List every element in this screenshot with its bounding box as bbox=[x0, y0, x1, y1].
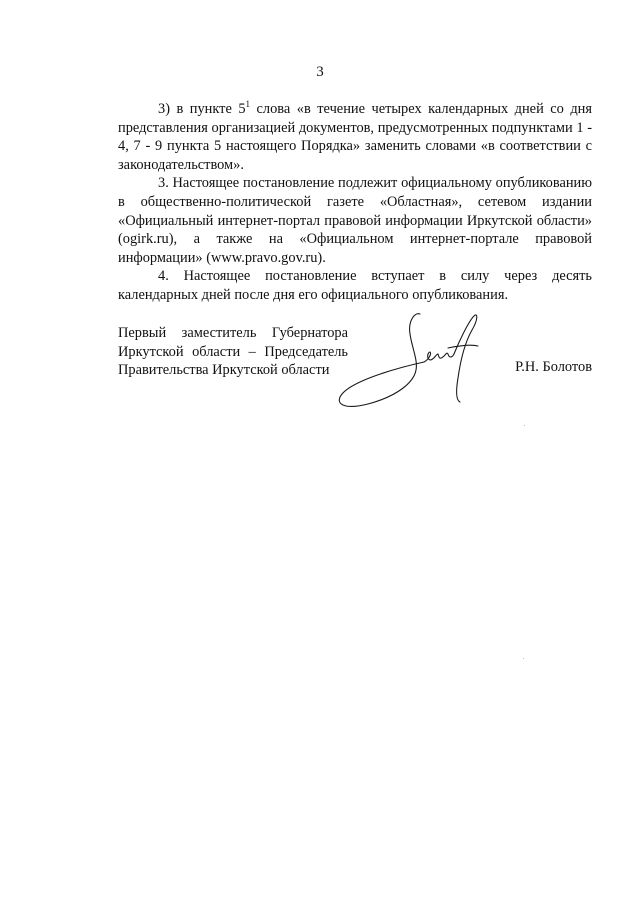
paragraph-item-3 bbox=[118, 100, 592, 174]
handwritten-signature-icon bbox=[328, 308, 488, 418]
signer-name: Р.Н. Болотов bbox=[515, 359, 592, 375]
document-body bbox=[118, 100, 592, 305]
signer-title-line-2: Иркутской области – Председатель bbox=[118, 343, 348, 360]
paragraph-item-3-text-start: 3) в пункте 5 bbox=[158, 101, 246, 117]
superscript-index: 1 bbox=[245, 99, 251, 109]
paragraph-clause-4: 4. Настоящее постановление вступает в силу через десять календарных дней после дня его официального опубликования. bbox=[118, 268, 592, 303]
signer-title bbox=[118, 324, 348, 380]
signature-block bbox=[118, 324, 592, 434]
paragraph-item-3-text-end: слова «в течение четырех календарных дней со дня представления организацией документов, предусмотренных подпунктами 1 - 4, 7 - 9 пункта 5 настоящего Порядка» заменить словами «в соответствии с законодательством». bbox=[118, 101, 592, 173]
scan-artifact bbox=[524, 425, 525, 426]
signer-title-line-1: Первый заместитель Губернатора bbox=[118, 325, 348, 341]
scan-artifact bbox=[523, 658, 524, 659]
signer-title-line-3: Правительства Иркутской области bbox=[118, 362, 330, 379]
page-number: 3 bbox=[316, 64, 324, 80]
paragraph-clause-3: 3. Настоящее постановление подлежит официальному опубликованию в общественно-политической газете «Областная», сетевом издании «Официальный интернет-портал правовой информации Иркутской области» (ogirk.ru), а также на «Официальном интернет-портале правовой информации» (www.pravo.gov.ru). bbox=[118, 175, 592, 266]
